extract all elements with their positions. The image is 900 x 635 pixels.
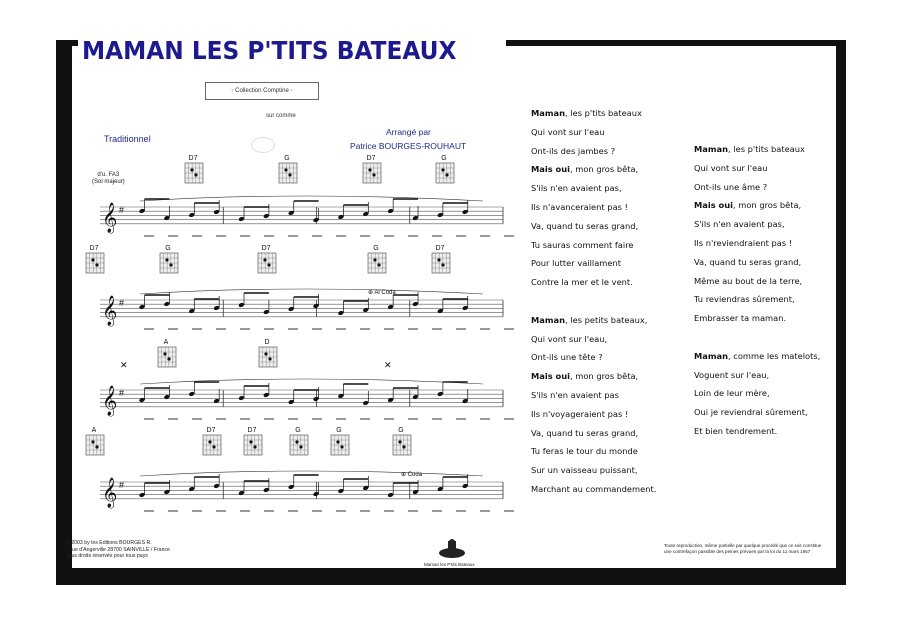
lyric-syllable-mark [240, 235, 250, 237]
chord-finger-dot [194, 173, 197, 176]
lyric-syllable-mark [408, 510, 418, 512]
copyright-line-2: 2 rue d'Angerville 28700 SAINVILLE / France [66, 546, 170, 553]
lyric-syllable-mark [336, 510, 346, 512]
lyric-col2-line: Ont-ils une âme ? [694, 181, 768, 192]
lyric-emphasis: Mais oui [694, 200, 733, 211]
arranger-name: Patrice BOURGES-ROUHAUT [350, 141, 467, 151]
collection-badge: ◦ Collection Comptine ◦ [205, 82, 319, 100]
chord-finger-dot [249, 440, 252, 443]
chord-name-label: D7 [188, 155, 198, 162]
lyric-syllable-mark [336, 328, 346, 330]
chord-finger-dot [253, 445, 256, 448]
chord-finger-dot [95, 263, 98, 266]
lyric-col2-line: Va, quand tu seras grand, [694, 256, 802, 267]
lyric-col1-line: Va, quand tu seras grand, [531, 427, 639, 438]
lyric-syllable-mark [144, 510, 154, 512]
lyric-col2-line: Et bien tendrement. [694, 425, 778, 436]
slur-arc [140, 196, 483, 201]
lyric-syllable-mark [360, 328, 370, 330]
reproduction-notice: Toute reproduction, même partielle par quelque procédé que ce soit constitue une contrefaçon passible des peines prévues par la loi du 11 mars 1957 [664, 543, 822, 554]
chord-name-label: D7 [366, 155, 376, 162]
copyright-block [66, 540, 186, 560]
key-line-2: (Sol majeur) [92, 179, 125, 185]
lyric-syllable-mark [408, 235, 418, 237]
lyric-syllable-mark [504, 510, 514, 512]
chord-name-label: G [336, 427, 342, 434]
lyric-col1-line: Maman, les p'tits bateaux [531, 108, 642, 118]
sharp-icon: # [119, 205, 125, 215]
chord-name-label: D7 [435, 245, 445, 252]
lyric-syllable-mark [288, 418, 298, 420]
lyric-syllable-mark [168, 328, 178, 330]
lyric-syllable-mark [168, 510, 178, 512]
composer-label: Traditionnel [104, 134, 151, 144]
lyric-col1-line: Ont-ils une tête ? [531, 352, 603, 363]
lyric-col1-line: Mais oui, mon gros bêta, [531, 371, 639, 382]
lyric-col2-line: Oui je reviendrai sûrement, [694, 407, 808, 418]
chord-name-label: D [264, 339, 270, 346]
lyric-syllable-mark [384, 328, 394, 330]
chord-name-label: G [284, 155, 290, 162]
tempo-marking: sur comme [266, 113, 296, 119]
chord-name-label: D7 [247, 427, 257, 434]
chord-finger-dot [336, 440, 339, 443]
lyric-syllable-mark [504, 328, 514, 330]
coda-marker-label: ⊕ Coda [401, 472, 423, 478]
chord-name-label: A [91, 427, 97, 434]
lyric-syllable-mark [264, 328, 274, 330]
chord-name-label: A [163, 339, 169, 346]
collection-label: Collection Comptine [235, 88, 289, 94]
chord-finger-dot [340, 445, 343, 448]
lyric-syllable-mark [264, 510, 274, 512]
treble-clef-icon: 𝄞 [102, 203, 118, 233]
treble-clef-icon: 𝄞 [102, 386, 118, 416]
chord-name-label: G [441, 155, 447, 162]
chord-finger-dot [167, 357, 170, 360]
lyric-syllable-mark [480, 418, 490, 420]
chord-finger-dot [445, 173, 448, 176]
lyric-col1-line: Tu sauras comment faire [531, 239, 634, 250]
lyrics-column-1 [531, 104, 656, 499]
chord-finger-dot [95, 445, 98, 448]
chord-finger-dot [368, 168, 371, 171]
lyric-syllable-mark [288, 510, 298, 512]
publisher-caption: Maman les P'tits Bateaux [424, 562, 475, 567]
lyric-syllable-mark [384, 418, 394, 420]
lyric-syllable-mark [504, 235, 514, 237]
lyric-col2-line: Mais oui, mon gros bêta, [694, 200, 802, 211]
lyric-emphasis: Maman [531, 108, 566, 118]
lyric-syllable-mark [504, 418, 514, 420]
chord-finger-dot [299, 445, 302, 448]
lyric-syllable-mark [144, 418, 154, 420]
chord-name-label: D7 [261, 245, 271, 252]
lyric-syllable-mark [456, 418, 466, 420]
publisher-logo-icon [436, 538, 468, 560]
lyric-syllable-mark [408, 328, 418, 330]
chord-finger-dot [402, 445, 405, 448]
chord-finger-dot [284, 168, 287, 171]
sharp-icon: # [119, 388, 125, 398]
lyric-col2-line: Loin de leur mère, [694, 388, 770, 399]
lyric-syllable-mark [192, 418, 202, 420]
lyric-col1-line: Maman, les petits bateaux, [531, 314, 648, 325]
chord-name-label: D7 [206, 427, 216, 434]
lyric-col1-line: Ils n'avanceraient pas ! [531, 201, 628, 212]
lyric-syllable-mark [168, 418, 178, 420]
chord-name-label: G [398, 427, 404, 434]
lyric-syllable-mark [432, 510, 442, 512]
lyric-syllable-mark [312, 235, 322, 237]
lyric-emphasis: Maman [694, 350, 729, 361]
slur-arc [140, 379, 483, 384]
lyric-col1-line: S'ils n'en avaient pas, [531, 183, 622, 194]
chord-finger-dot [295, 440, 298, 443]
chord-finger-dot [91, 440, 94, 443]
lyric-syllable-mark [144, 235, 154, 237]
lyric-col2-line: Ils n'reviendraient pas ! [694, 237, 793, 248]
lyric-emphasis: Mais oui [531, 164, 570, 175]
chord-finger-dot [372, 173, 375, 176]
lyric-syllable-mark [240, 328, 250, 330]
lyric-syllable-mark [360, 510, 370, 512]
lyric-syllable-mark [168, 235, 178, 237]
lyric-col1-line: Pour lutter vaillament [531, 258, 622, 269]
treble-clef-icon: 𝄞 [102, 478, 118, 508]
lyric-emphasis: Mais oui [531, 371, 570, 382]
arranged-label: Arrangé par [386, 127, 431, 137]
lyric-col1-line: Sur un vaisseau puissant, [531, 465, 638, 476]
lyric-col1-line: Mais oui, mon gros bêta, [531, 164, 639, 175]
lyric-col1-line: Va, quand tu seras grand, [531, 220, 639, 231]
chord-finger-dot [268, 357, 271, 360]
lyric-col1-line [531, 292, 656, 311]
chord-finger-dot [373, 258, 376, 261]
coda-marker-label: ⊕ Al Coda [368, 290, 396, 296]
chord-finger-dot [437, 258, 440, 261]
lyric-syllable-mark [360, 235, 370, 237]
lyric-col2-line: S'ils n'en avaient pas, [694, 219, 785, 230]
lyric-syllable-mark [456, 235, 466, 237]
lyric-syllable-mark [264, 418, 274, 420]
lyric-syllable-mark [432, 235, 442, 237]
lyric-col1-line: Ont-ils des jambes ? [531, 145, 616, 156]
chord-finger-dot [377, 263, 380, 266]
lyrics-column-2 [694, 140, 820, 441]
lyric-col1-line: Qui vont sur l'eau [531, 126, 605, 137]
sharp-icon: # [119, 298, 125, 308]
lyric-syllable-mark [384, 235, 394, 237]
chord-finger-dot [441, 263, 444, 266]
lyric-syllable-mark [288, 235, 298, 237]
chord-name-label: G [295, 427, 301, 434]
lyric-col2-line: Maman, les p'tits bateaux [694, 144, 805, 154]
chord-finger-dot [190, 168, 193, 171]
lyric-syllable-mark [312, 328, 322, 330]
chord-name-label: D7 [89, 245, 99, 252]
lyric-col2-line [694, 328, 820, 347]
chord-finger-dot [288, 173, 291, 176]
lyric-col2-line: Qui vont sur l'eau [694, 162, 768, 173]
chord-finger-dot [208, 440, 211, 443]
lyric-syllable-mark [312, 510, 322, 512]
lyric-syllable-mark [144, 328, 154, 330]
lyric-syllable-mark [216, 510, 226, 512]
lyric-syllable-mark [264, 235, 274, 237]
lyric-syllable-mark [360, 418, 370, 420]
lyric-syllable-mark [312, 418, 322, 420]
sharp-icon: # [119, 480, 125, 490]
lyric-syllable-mark [216, 418, 226, 420]
lyric-col1-line: Contre la mer et le vent. [531, 277, 633, 288]
chord-name-label: G [373, 245, 379, 252]
chord-finger-dot [264, 352, 267, 355]
lyric-syllable-mark [216, 235, 226, 237]
lyric-syllable-mark [456, 328, 466, 330]
treble-clef-icon: 𝄞 [102, 296, 118, 326]
lyric-col1-line: Ils n'voyageraient pas ! [531, 408, 629, 419]
key-line-1: d'u. FA3 [97, 172, 120, 178]
slur-arc [140, 289, 483, 294]
lyric-col1-line: Tu feras le tour du monde [531, 446, 638, 457]
no-chord-x-icon: ✕ [384, 360, 392, 370]
lyric-col1-line: Marchant au commandement. [531, 483, 657, 494]
chord-diagrams-group [86, 155, 454, 455]
chord-finger-dot [91, 258, 94, 261]
lyric-syllable-mark [192, 510, 202, 512]
lyric-syllable-mark [456, 510, 466, 512]
lyric-syllable-mark [408, 418, 418, 420]
lyric-syllable-mark [336, 235, 346, 237]
lyric-syllable-mark [480, 510, 490, 512]
lyric-syllable-mark [288, 328, 298, 330]
lyric-syllable-mark [240, 418, 250, 420]
chord-finger-dot [263, 258, 266, 261]
copyright-line-1: © 2003 by les Editions BOURGES R. [66, 540, 152, 546]
lyric-col1-line: S'ils n'en avaient pas [531, 389, 619, 400]
lyric-col2-line: Maman, comme les matelots, [694, 350, 821, 361]
lyric-syllable-mark [336, 418, 346, 420]
lyric-emphasis: Maman [531, 314, 566, 325]
chord-finger-dot [163, 352, 166, 355]
lyric-syllable-mark [384, 510, 394, 512]
chord-name-label: G [165, 245, 171, 252]
chord-finger-dot [165, 258, 168, 261]
lyric-syllable-mark [192, 235, 202, 237]
no-chord-x-icon: ✕ [120, 360, 128, 370]
chord-finger-dot [398, 440, 401, 443]
chord-finger-dot [441, 168, 444, 171]
chord-finger-dot [169, 263, 172, 266]
song-title: MAMAN LES P'TITS BATEAUX [82, 36, 457, 65]
lyric-syllable-mark [480, 235, 490, 237]
lyric-col2-line: Voguent sur l'eau, [694, 369, 770, 380]
lyric-syllable-mark [432, 418, 442, 420]
lyric-emphasis: Maman [694, 144, 729, 154]
lyric-syllable-mark [480, 328, 490, 330]
lyric-syllable-mark [432, 328, 442, 330]
lyric-col2-line: Tu reviendras sûrement, [694, 294, 795, 305]
lyric-col2-line: Embrasser ta maman. [694, 313, 787, 324]
lyric-syllable-mark [240, 510, 250, 512]
lyric-col2-line: Même au bout de la terre, [694, 275, 803, 286]
chord-finger-dot [267, 263, 270, 266]
lyric-col1-line: Qui vont sur l'eau, [531, 333, 608, 344]
lyric-syllable-mark [216, 328, 226, 330]
copyright-line-3: Tous droits réservés pour tous pays [66, 553, 148, 559]
lyric-syllable-mark [192, 328, 202, 330]
chord-finger-dot [212, 445, 215, 448]
